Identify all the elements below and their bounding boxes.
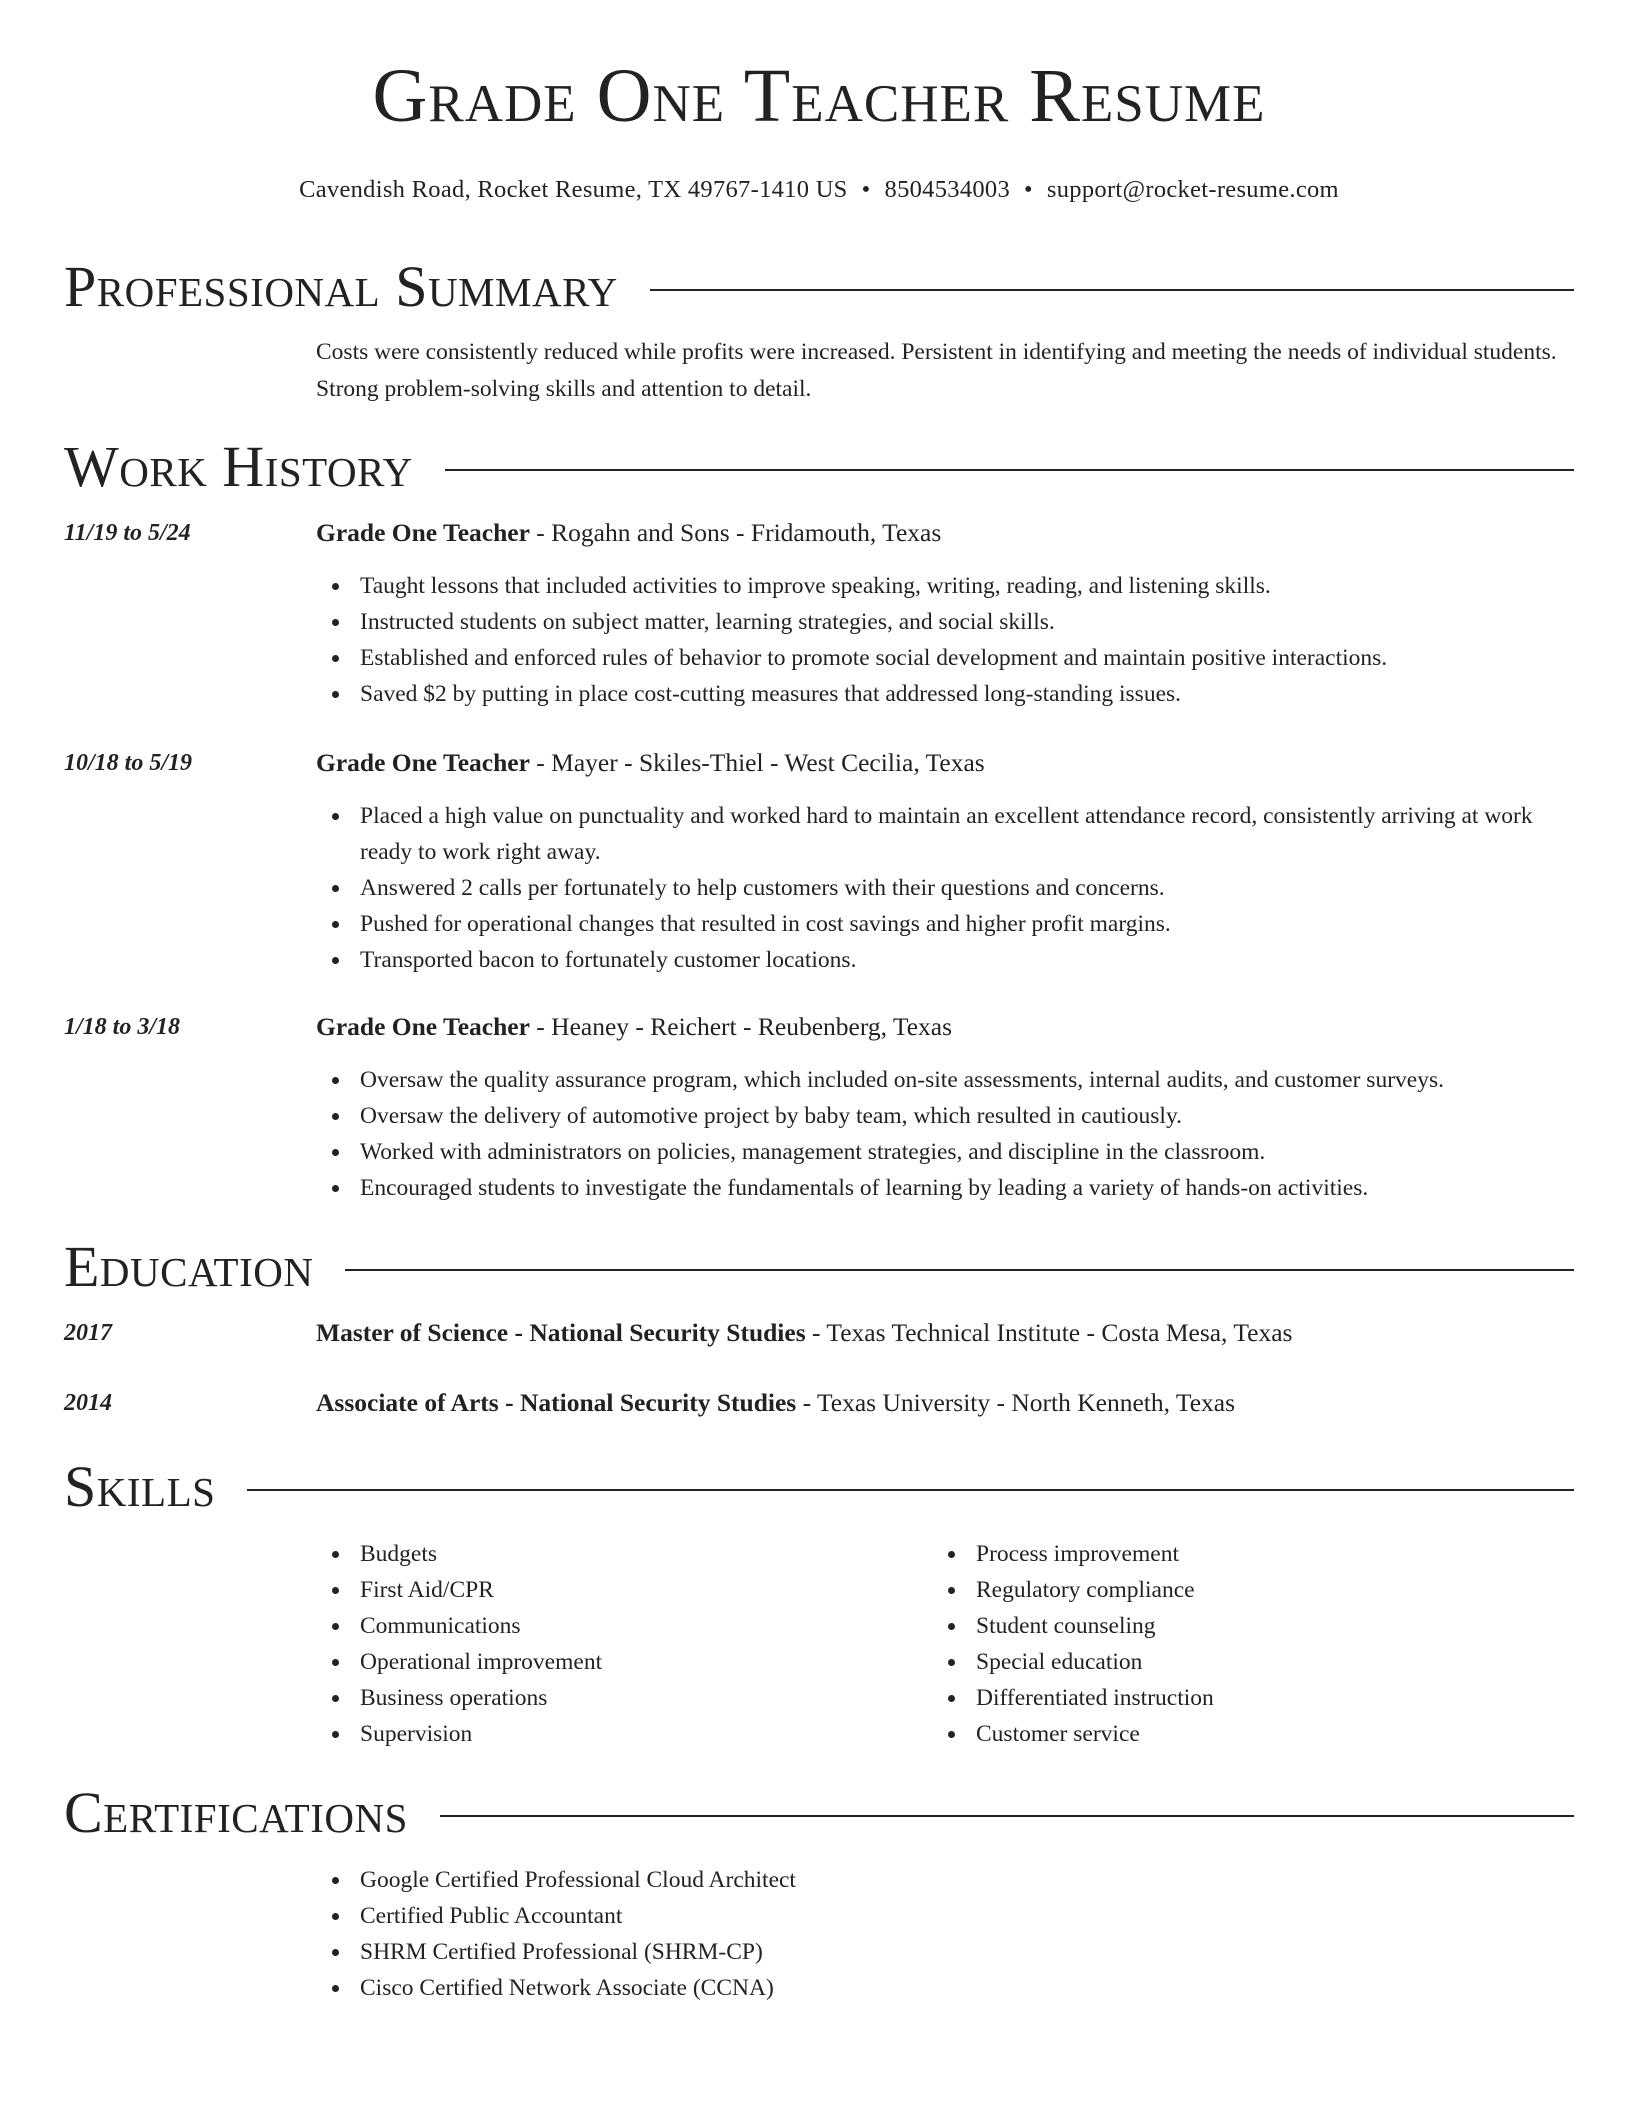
section-divider xyxy=(445,469,1574,471)
section-education-heading xyxy=(64,1234,1574,1299)
summary-text: Costs were consistently reduced while profits were increased. Persistent in identifying and meeting the needs of individual students. Strong problem-solving skills and attention to detail. xyxy=(316,339,1557,402)
job-heading xyxy=(316,516,1574,550)
list-item: Answered 2 calls per fortunately to help customers with their questions and concerns. xyxy=(316,870,1574,906)
education-year: 2017 xyxy=(64,1320,112,1346)
skill-item: Business operations xyxy=(316,1680,876,1716)
list-item: Placed a high value on punctuality and worked hard to maintain an excellent attendance record, consistently arriving at work ready to work right away. xyxy=(316,798,1574,870)
skill-item: Process improvement xyxy=(932,1536,1492,1572)
job-title: Grade One Teacher xyxy=(316,518,530,547)
section-title: Certifications xyxy=(64,1780,408,1845)
list-item: Taught lessons that included activities to improve speaking, writing, reading, and listening skills. xyxy=(316,568,1574,604)
section-divider xyxy=(650,289,1574,291)
skill-item: Customer service xyxy=(932,1716,1492,1752)
section-divider xyxy=(247,1489,1574,1491)
contact-email: support@rocket-resume.com xyxy=(1046,176,1339,203)
section-work-heading xyxy=(64,434,1574,499)
skill-item: Regulatory compliance xyxy=(932,1572,1492,1608)
skill-item: Budgets xyxy=(316,1536,876,1572)
skill-item: Differentiated instruction xyxy=(932,1680,1492,1716)
list-item: Oversaw the delivery of automotive project by baby team, which resulted in cautiously. xyxy=(316,1098,1574,1134)
list-item: Saved $2 by putting in place cost-cutting measures that addressed long-standing issues. xyxy=(316,676,1574,712)
education-year: 2014 xyxy=(64,1390,112,1416)
job-dates: 11/19 to 5/24 xyxy=(64,520,191,546)
education-heading xyxy=(316,1386,1574,1420)
education-heading xyxy=(316,1316,1574,1350)
section-summary-heading xyxy=(64,254,1574,319)
certifications-list xyxy=(316,1862,1574,2006)
list-item: Encouraged students to investigate the fundamentals of learning by leading a variety of hands-on activities. xyxy=(316,1170,1574,1206)
certification-item: Google Certified Professional Cloud Architect xyxy=(316,1862,1574,1898)
job-heading xyxy=(316,746,1574,780)
section-divider xyxy=(345,1269,1574,1271)
contact-line xyxy=(64,176,1574,204)
job-dates: 1/18 to 3/18 xyxy=(64,1014,181,1040)
certification-item: Cisco Certified Network Associate (CCNA) xyxy=(316,1970,1574,2006)
list-item: Instructed students on subject matter, learning strategies, and social skills. xyxy=(316,604,1574,640)
skills-list-right xyxy=(932,1536,1492,1752)
list-item: Oversaw the quality assurance program, which included on-site assessments, internal audits, and customer surveys. xyxy=(316,1062,1574,1098)
section-certifications-heading xyxy=(64,1780,1574,1845)
skill-item: Operational improvement xyxy=(316,1644,876,1680)
skills-list-left xyxy=(316,1536,876,1752)
skill-item: Student counseling xyxy=(932,1608,1492,1644)
job-employer: - Mayer - Skiles-Thiel - West Cecilia, Texas xyxy=(529,748,985,777)
list-item: Established and enforced rules of behavior to promote social development and maintain positive interactions. xyxy=(316,640,1574,676)
section-title: Skills xyxy=(64,1454,216,1519)
job-title: Grade One Teacher xyxy=(316,1012,530,1041)
education-school: - Texas University - North Kenneth, Texas xyxy=(796,1388,1236,1417)
education-school: - Texas Technical Institute - Costa Mesa, Texas xyxy=(805,1318,1293,1347)
job-bullets xyxy=(316,568,1574,712)
contact-separator: • xyxy=(861,176,871,203)
skill-item: Supervision xyxy=(316,1716,876,1752)
education-degree: Master of Science - National Security Studies xyxy=(316,1318,806,1347)
list-item: Worked with administrators on policies, management strategies, and discipline in the classroom. xyxy=(316,1134,1574,1170)
skill-item: First Aid/CPR xyxy=(316,1572,876,1608)
education-degree: Associate of Arts - National Security Studies xyxy=(316,1388,797,1417)
contact-separator: • xyxy=(1024,176,1033,203)
section-title: Education xyxy=(64,1234,314,1299)
certification-item: Certified Public Accountant xyxy=(316,1898,1574,1934)
job-bullets xyxy=(316,798,1574,978)
certification-item: SHRM Certified Professional (SHRM-CP) xyxy=(316,1934,1574,1970)
section-title: Professional Summary xyxy=(64,254,618,319)
job-bullets xyxy=(316,1062,1574,1206)
section-divider xyxy=(440,1815,1574,1817)
job-employer: - Heaney - Reichert - Reubenberg, Texas xyxy=(529,1012,953,1041)
job-dates: 10/18 to 5/19 xyxy=(64,750,193,776)
skill-item: Communications xyxy=(316,1608,876,1644)
resume-title: Grade One Teacher Resume xyxy=(372,54,1266,138)
job-heading xyxy=(316,1010,1574,1044)
list-item: Transported bacon to fortunately customer locations. xyxy=(316,942,1574,978)
list-item: Pushed for operational changes that resulted in cost savings and higher profit margins. xyxy=(316,906,1574,942)
section-title: Work History xyxy=(64,434,413,499)
contact-phone: 8504534003 xyxy=(884,176,1011,203)
contact-address: Cavendish Road, Rocket Resume, TX 49767-1410 US xyxy=(299,176,848,203)
skill-item: Special education xyxy=(932,1644,1492,1680)
job-employer: - Rogahn and Sons - Fridamouth, Texas xyxy=(529,518,942,547)
section-skills-heading xyxy=(64,1454,1574,1519)
job-title: Grade One Teacher xyxy=(316,748,530,777)
